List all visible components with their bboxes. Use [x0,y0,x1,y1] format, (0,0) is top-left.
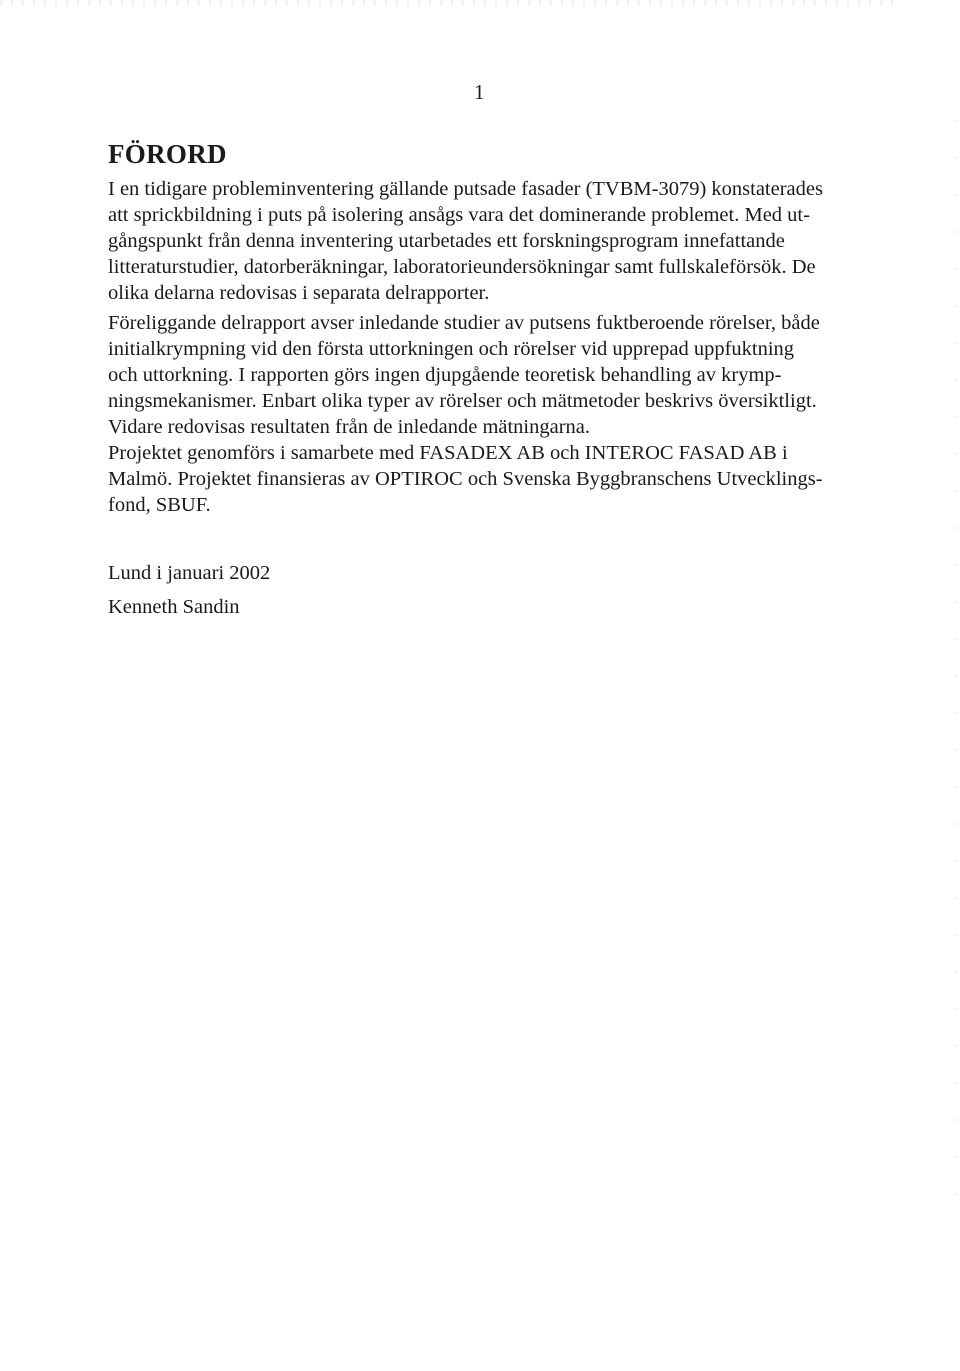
paragraph-scope [108,310,820,440]
text-line: litteraturstudier, datorberäkningar, laboratorieundersökningar samt fullskaleförsök. De [108,256,816,278]
scan-artifact-top [0,0,900,6]
signature-name: Kenneth Sandin [108,596,240,618]
section-heading: FÖRORD [108,139,227,169]
text-line: Vidare redovisas resultaten från de inledande mätningarna. [108,416,591,438]
text-line: fond, SBUF. [108,494,211,516]
paragraph-background [108,176,823,306]
signature-place-date: Lund i januari 2002 [108,562,271,584]
text-line: initialkrympning vid den första uttorkningen och rörelser vid upprepad uppfuktning [108,338,795,360]
text-line: att sprickbildning i puts på isolering ansågs vara det dominerande problemet. Med ut- [108,204,810,226]
text-line: olika delarna redovisas i separata delrapporter. [108,282,490,304]
page-number: 1 [474,80,485,104]
text-line: I en tidigare probleminventering gällande putsade fasader (TVBM-3079) konstaterades [108,178,823,200]
text-line: gångspunkt från denna inventering utarbetades ett forskningsprogram innefattande [108,230,785,252]
scan-artifact-right [956,120,958,1220]
text-line: Projektet genomförs i samarbete med FASADEX AB och INTEROC FASAD AB i [108,442,788,464]
text-line: Malmö. Projektet finansieras av OPTIROC och Svenska Byggbranschens Utvecklings- [108,468,823,490]
text-line: Föreliggande delrapport avser inledande studier av putsens fuktberoende rörelser, både [108,312,820,334]
text-line: och uttorkning. I rapporten görs ingen djupgående teoretisk behandling av krymp- [108,364,782,386]
paragraph-funding [108,440,823,518]
text-line: ningsmekanismer. Enbart olika typer av rörelser och mätmetoder beskrivs översiktligt. [108,390,817,412]
